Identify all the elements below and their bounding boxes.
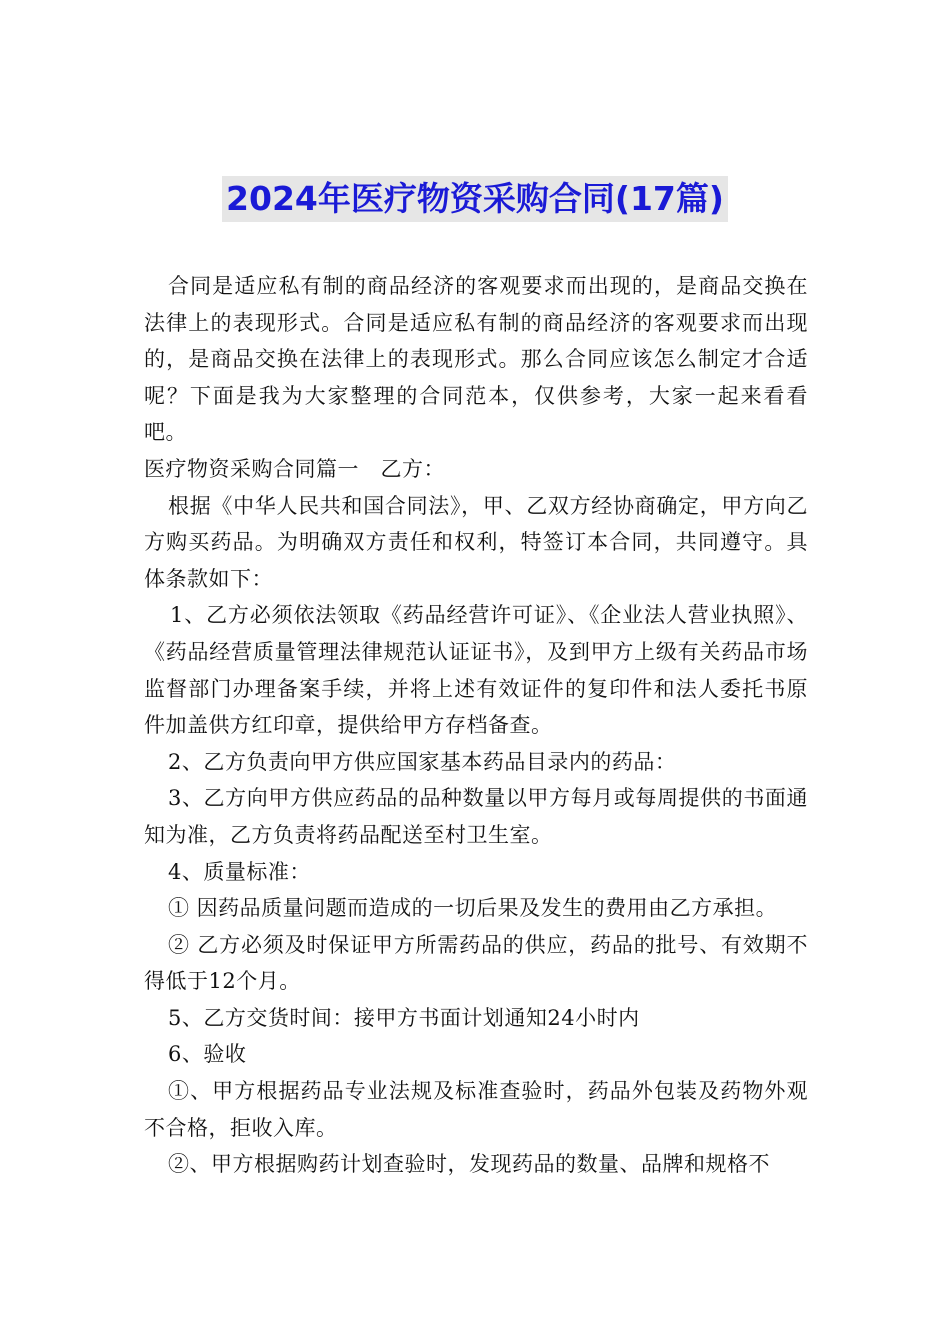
contract-preamble: 根据《中华人民共和国合同法》，甲、乙双方经协商确定，甲方向乙方购买药品。为明确双方责任和权利，特签订本合同，共同遵守。具体条款如下： [144, 493, 808, 591]
title-container [0, 176, 950, 222]
clause-4-item-1: ① 因药品质量问题而造成的一切后果及发生的费用由乙方承担。 [168, 896, 778, 921]
document-title: 2024年医疗物资采购合同(17篇) [222, 176, 728, 222]
clause-1: 1、乙方必须依法领取《药品经营许可证》、《企业法人营业执照》、《药品经营质量管理法律规范认证证书》，及到甲方上级有关药品市场监督部门办理备案手续，并将上述有效证件的复印件和法人委托书原件加盖供方红印章，提供给甲方存档备查。 [144, 603, 808, 738]
clause-6-item-1: ①、甲方根据药品专业法规及标准查验时，药品外包装及药物外观不合格，拒收入库。 [144, 1079, 808, 1140]
document-body [144, 268, 808, 1183]
section-heading: 医疗物资采购合同篇一 乙方： [144, 456, 445, 481]
clause-6: 6、验收 [168, 1042, 247, 1067]
clause-4-item-2: ② 乙方必须及时保证甲方所需药品的供应，药品的批号、有效期不得低于12个月。 [144, 932, 808, 994]
clause-6-item-2: ②、甲方根据购药计划查验时，发现药品的数量、品牌和规格不 [168, 1152, 770, 1177]
clause-5: 5、乙方交货时间：接甲方书面计划通知24小时内 [168, 1005, 640, 1030]
clause-4: 4、质量标准： [168, 859, 311, 884]
clause-3: 3、乙方向甲方供应药品的品种数量以甲方每月或每周提供的书面通知为准，乙方负责将药品配送至村卫生室。 [144, 786, 808, 847]
clause-2: 2、乙方负责向甲方供应国家基本药品目录内的药品： [168, 749, 677, 774]
intro-paragraph: 合同是适应私有制的商品经济的客观要求而出现的，是商品交换在法律上的表现形式。合同是适应私有制的商品经济的客观要求而出现的，是商品交换在法律上的表现形式。那么合同应该怎么制定才合适呢？下面是我为大家整理的合同范本，仅供参考，大家一起来看看吧。 [144, 274, 808, 445]
